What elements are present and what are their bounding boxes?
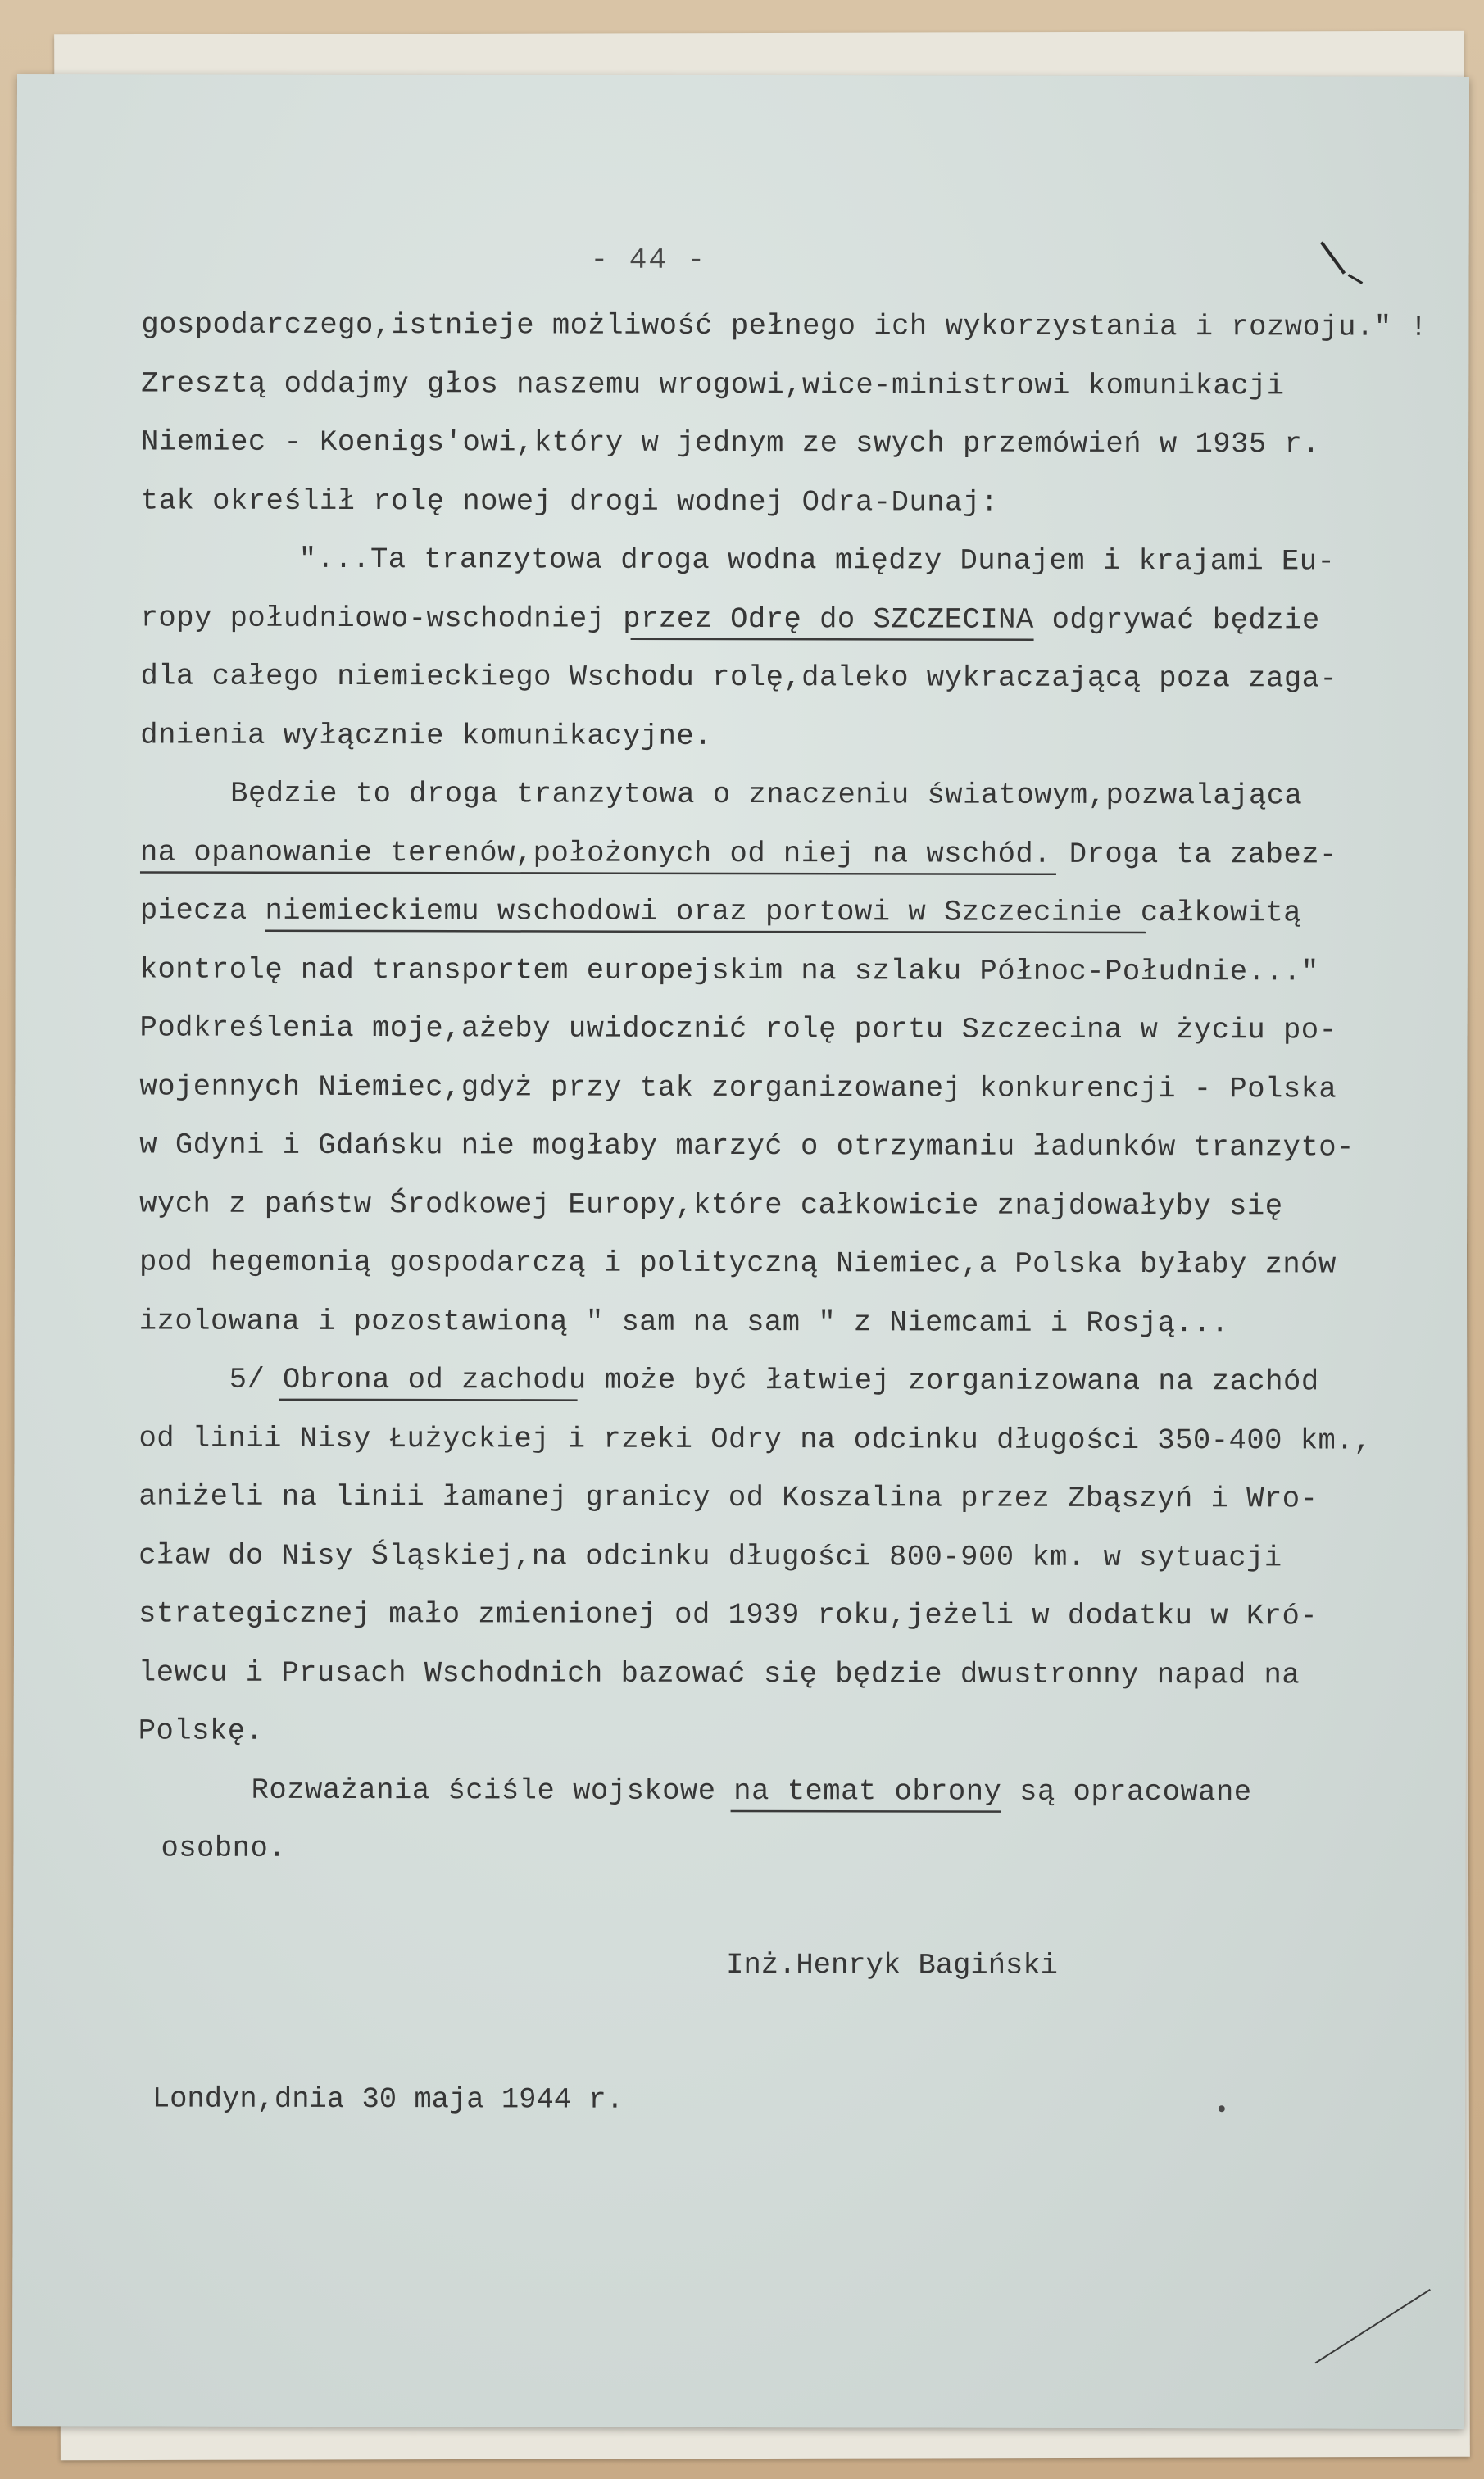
pencil-stroke-mark [1311, 232, 1377, 297]
text-line: aniżeli na linii łamanej granicy od Koszalina przez Zbąszyń i Wro- [138, 1479, 1318, 1516]
text-line: wojennych Niemiec,gdyż przy tak zorganizowanej konkurencji - Polska [139, 1069, 1337, 1106]
text-line: strategicznej mało zmienionej od 1939 roku,jeżeli w dodatku w Kró- [138, 1596, 1318, 1633]
text-line: piecza niemieckiemu wschodowi oraz portowi w Szczecinie całkowitą [139, 893, 1302, 930]
text-line: od linii Nisy Łużyckiej i rzeki Odry na odcinku długości 350-400 km., [138, 1421, 1373, 1458]
text-line: ropy południowo-wschodniej przez Odrę do SZCZECINA odgrywać będzie [140, 601, 1320, 638]
text-line: na opanowanie terenów,położonych od niej na wschód. Droga ta zabez- [139, 835, 1337, 872]
text-line: izolowana i pozostawioną " sam na sam " z Niemcami i Rosją... [138, 1304, 1229, 1341]
text-line: "...Ta tranzytowa droga wodna między Dunajem i krajami Eu- [298, 542, 1336, 579]
text-line: kontrolę nad transportem europejskim na szlaku Północ-Południe..." [139, 952, 1319, 989]
text-line: w Gdyni i Gdańsku nie mogłaby marzyć o otrzymaniu ładunków tranzyto- [139, 1128, 1355, 1165]
text-line: Będzie to droga tranzytowa o znaczeniu światowym,pozwalająca [230, 776, 1303, 813]
text-line: Podkreślenia moje,ażeby uwidocznić rolę portu Szczecina w życiu po- [139, 1010, 1337, 1047]
text-line: cław do Nisy Śląskiej,na odcinku długości 800-900 km. w sytuacji [138, 1538, 1282, 1575]
text-line: Polskę. [138, 1714, 264, 1748]
text-line: Niemiec - Koenigs'owi,który w jednym ze swych przemówień w 1935 r. [141, 425, 1321, 461]
text-line: tak określił rolę nowej drogi wodnej Odra-Dunaj: [140, 484, 999, 520]
corner-pencil-mark [1307, 2281, 1438, 2379]
text-line: dnienia wyłącznie komunikacyjne. [140, 718, 713, 753]
text-line: lewcu i Prusach Wschodnich bazować się będzie dwustronny napad na [138, 1655, 1300, 1692]
text-line: dla całego niemieckiego Wschodu rolę,daleko wykraczającą poza zaga- [140, 659, 1338, 696]
text-line: Zresztą oddajmy głos naszemu wrogowi,wice-ministrowi komunikacji [141, 366, 1285, 403]
text-line: 5/ Obrona od zachodu może być łatwiej zorganizowana na zachód [229, 1362, 1319, 1399]
typewritten-page [12, 74, 1469, 2429]
text-line: wych z państw Środkowej Europy,które całkowicie znajdowałyby się [139, 1187, 1283, 1224]
signature-line: Inż.Henryk Bagiński [726, 1947, 1059, 1982]
text-line: pod hegemonią gospodarczą i polityczną Niemiec,a Polska byłaby znów [138, 1245, 1337, 1282]
text-line: osobno. [161, 1831, 287, 1865]
page-dot-mark [1214, 2100, 1230, 2117]
text-line: gospodarczego,istnieje możliwość pełnego ich wykorzystania i rozwoju." ! [141, 307, 1428, 344]
place-date: Londyn,dnia 30 maja 1944 r. [152, 2082, 624, 2117]
text-line: Rozważania ściśle wojskowe na temat obrony są opracowane [251, 1773, 1252, 1809]
page-number: - 44 - [590, 243, 707, 277]
